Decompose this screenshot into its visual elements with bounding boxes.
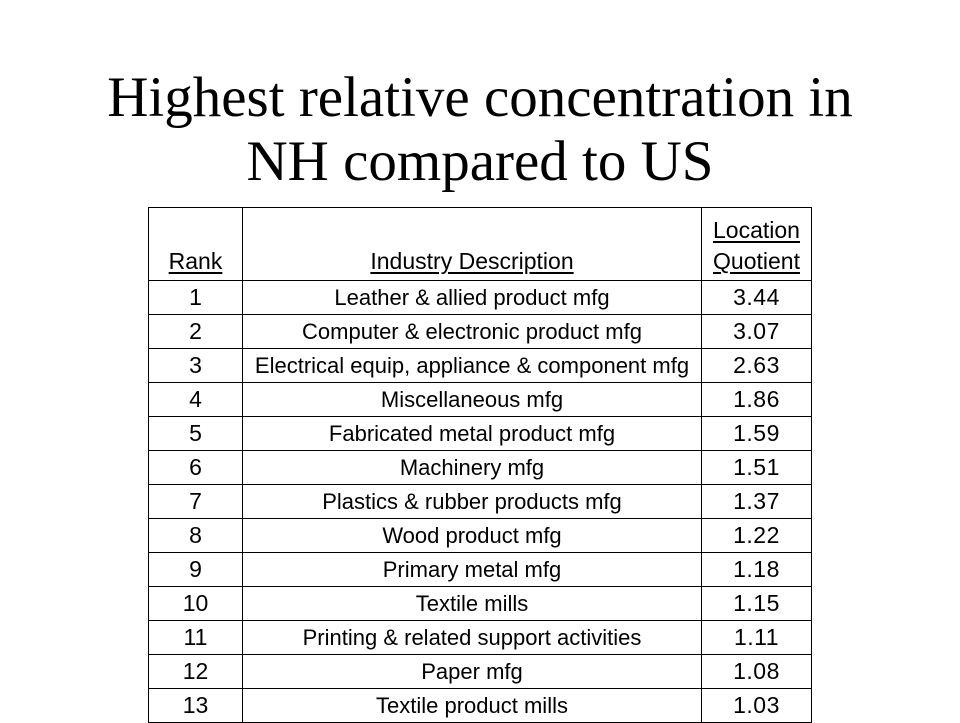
table-row bbox=[149, 689, 812, 723]
table-row bbox=[149, 587, 812, 621]
location-quotient-cell: 1.86 bbox=[702, 383, 812, 417]
rank-cell: 13 bbox=[149, 689, 243, 723]
industry-cell: Leather & allied product mfg bbox=[243, 281, 702, 315]
header-location-quotient bbox=[702, 208, 812, 281]
header-rank bbox=[149, 208, 243, 281]
rank-cell: 4 bbox=[149, 383, 243, 417]
location-quotient-cell: 1.15 bbox=[702, 587, 812, 621]
industry-cell: Plastics & rubber products mfg bbox=[243, 485, 702, 519]
location-quotient-cell: 1.08 bbox=[702, 655, 812, 689]
location-quotient-cell: 1.18 bbox=[702, 553, 812, 587]
rank-cell: 1 bbox=[149, 281, 243, 315]
table-row bbox=[149, 281, 812, 315]
rank-cell: 8 bbox=[149, 519, 243, 553]
industry-cell: Fabricated metal product mfg bbox=[243, 417, 702, 451]
location-quotient-cell: 1.03 bbox=[702, 689, 812, 723]
table-row bbox=[149, 621, 812, 655]
header-lq-line-2: Quotient bbox=[713, 248, 800, 274]
table-row bbox=[149, 383, 812, 417]
location-quotient-cell: 2.63 bbox=[702, 349, 812, 383]
rank-cell: 3 bbox=[149, 349, 243, 383]
rank-cell: 7 bbox=[149, 485, 243, 519]
location-quotient-cell: 1.37 bbox=[702, 485, 812, 519]
table-row bbox=[149, 451, 812, 485]
industry-cell: Miscellaneous mfg bbox=[243, 383, 702, 417]
header-lq-line-1: Location bbox=[713, 217, 800, 243]
table-row bbox=[149, 553, 812, 587]
location-quotient-cell: 1.11 bbox=[702, 621, 812, 655]
rank-cell: 11 bbox=[149, 621, 243, 655]
slide-title-line-2: NH compared to US bbox=[246, 130, 714, 193]
slide-title bbox=[0, 66, 960, 194]
table-header-row bbox=[149, 208, 812, 281]
rank-cell: 6 bbox=[149, 451, 243, 485]
table-row bbox=[149, 485, 812, 519]
location-quotient-cell: 3.07 bbox=[702, 315, 812, 349]
table-row bbox=[149, 349, 812, 383]
rank-cell: 12 bbox=[149, 655, 243, 689]
rank-cell: 9 bbox=[149, 553, 243, 587]
industry-cell: Textile product mills bbox=[243, 689, 702, 723]
industry-cell: Electrical equip, appliance & component mfg bbox=[243, 349, 702, 383]
industry-cell: Paper mfg bbox=[243, 655, 702, 689]
industry-cell: Primary metal mfg bbox=[243, 553, 702, 587]
location-quotient-cell: 1.59 bbox=[702, 417, 812, 451]
table-row bbox=[149, 655, 812, 689]
table-row bbox=[149, 519, 812, 553]
location-quotient-cell: 3.44 bbox=[702, 281, 812, 315]
header-industry-label: Industry Description bbox=[370, 248, 574, 274]
location-quotient-cell: 1.51 bbox=[702, 451, 812, 485]
industry-cell: Printing & related support activities bbox=[243, 621, 702, 655]
industry-cell: Machinery mfg bbox=[243, 451, 702, 485]
rank-cell: 10 bbox=[149, 587, 243, 621]
industry-cell: Computer & electronic product mfg bbox=[243, 315, 702, 349]
industry-cell: Textile mills bbox=[243, 587, 702, 621]
table-row bbox=[149, 417, 812, 451]
industry-cell: Wood product mfg bbox=[243, 519, 702, 553]
slide-title-line-1: Highest relative concentration in bbox=[107, 66, 853, 129]
rank-cell: 5 bbox=[149, 417, 243, 451]
rank-cell: 2 bbox=[149, 315, 243, 349]
header-rank-label: Rank bbox=[168, 248, 223, 274]
location-quotient-cell: 1.22 bbox=[702, 519, 812, 553]
table-row bbox=[149, 315, 812, 349]
location-quotient-table bbox=[148, 207, 812, 723]
header-industry bbox=[243, 208, 702, 281]
